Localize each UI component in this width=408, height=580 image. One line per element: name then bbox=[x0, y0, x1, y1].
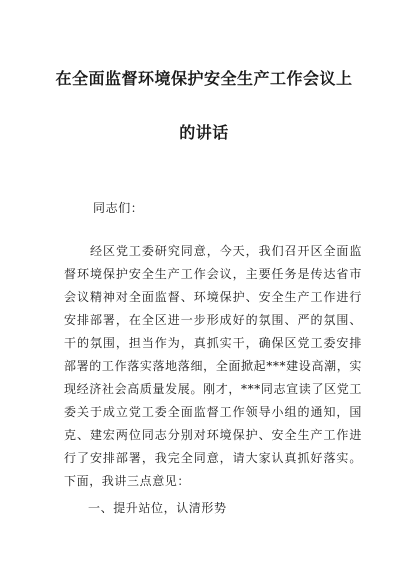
document-title-line1: 在全面监督环境保护安全生产工作会议上 bbox=[55, 69, 353, 88]
document-title-line2: 的讲话 bbox=[179, 123, 229, 142]
section-heading: 一、提升站位，认清形势 bbox=[88, 501, 227, 515]
salutation: 同志们： bbox=[93, 201, 144, 215]
body-paragraph: 经区党工委研究同意，今天，我们召开区全面监督环境保护安全生产工作会议，主要任务是传达省市会议精神对全面监督、环境保护、安全生产工作进行安排部署，在全区进一步形成好的氛围、严的氛围、干的氛围，担当作为，真抓实干，确保区党工委安排部署的工作落实落地落细，全面掀起***建设高潮，实现经济社会高质量发展。刚才，***同志宣读了区党工委关于成立党工委全面监督工作领导小组的通知，国克、建宏两位同志分别对环境保护、安全生产工作进行了安排部署，我完全同意，请大家认真抓好落实。下面，我讲三点意见： bbox=[64, 244, 362, 488]
